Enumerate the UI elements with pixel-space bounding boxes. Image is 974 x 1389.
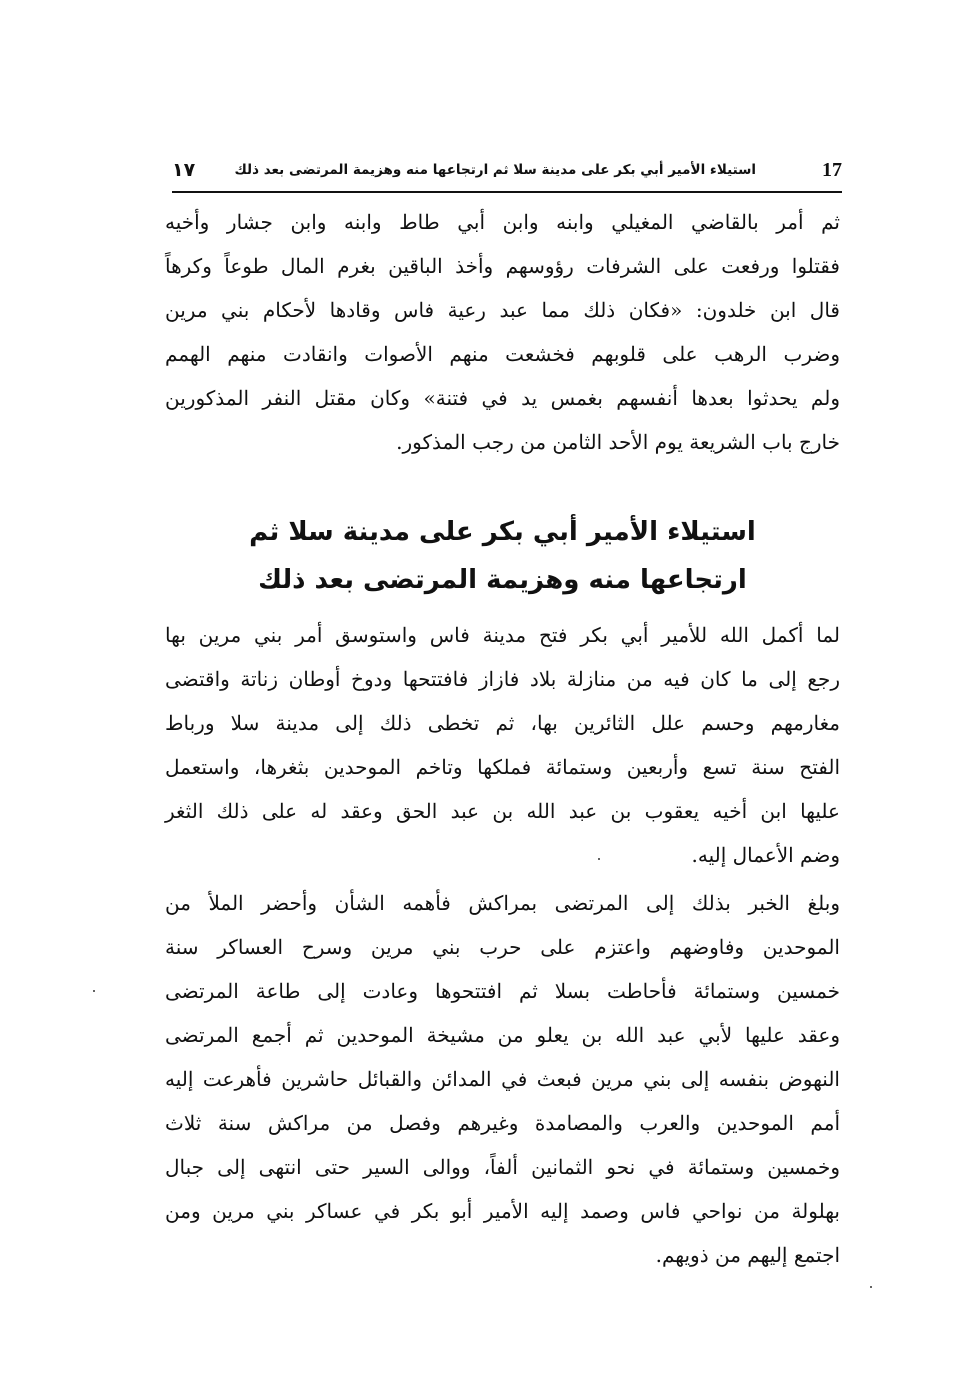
scan-speck: [93, 990, 95, 992]
section-heading: [165, 508, 840, 604]
text-line: وضرب الرهب على قلوبهم فخشعت منهم الأصوات وانقادت منهم الهمم: [165, 342, 840, 366]
text-line: خارج باب الشريعة يوم الأحد الثامن من رجب المذكور.: [396, 430, 840, 454]
text-line: أمم الموحدين والعرب والمصامدة وغيرهم وفصل من مراكش سنة ثلاث: [165, 1111, 841, 1135]
text-line: وضم الأعمال إليه.: [691, 843, 840, 867]
text-line: لما أكمل الله للأمير أبي بكر فتح مدينة فاس واستوسق أمر بني مرين بها: [165, 623, 840, 647]
text-line: اجتمع إليهم من ذويهم.: [655, 1243, 840, 1267]
text-line: الفتح سنة تسع وأربعين وستمائة فملكها وتاخم الموحدين بثغرها، واستعمل: [165, 755, 840, 779]
text-line: وخمسين وستمائة في نحو الثمانين ألفاً، ووالى السير حتى انتهى إلى جبال: [165, 1155, 840, 1179]
scan-speck: [598, 858, 600, 860]
text-line: ثم أمر بالقاضي المغيلي وابنه وابن أبي طاط وابنه وابن جشار وأخيه: [165, 210, 840, 234]
text-line: عليها ابن أخيه يعقوب بن عبد الله بن عبد الحق وعقد له على ذلك الثغر: [165, 799, 840, 823]
section-heading-line-2: ارتجاعها منه وهزيمة المرتضى بعد ذلك: [258, 565, 747, 595]
text-line: رجع إلى ما كان فيه من منازلة بلاد فازاز فافتتحها ودوخ أوطان زناتة واقتضى: [165, 667, 841, 691]
paragraph-1: [165, 200, 840, 464]
text-line: فقتلوا ورفعت على الشرفات رؤوسهم وأخذ الباقين بغرم المال طوعاً وكرهاً: [165, 254, 840, 278]
section-heading-line-1: استيلاء الأمير أبي بكر على مدينة سلا ثم: [249, 517, 756, 547]
text-line: وعقد عليها لأبي عبد الله بن يعلو من مشيخة الموحدين ثم أجمع المرتضى: [165, 1023, 840, 1047]
running-title: استيلاء الأمير أبي بكر على مدينة سلا ثم ارتجاعها منه وهزيمة المرتضى بعد ذلك: [234, 162, 756, 178]
text-line: بهلولة من نواحي فاس وصمد إليه الأمير أبو بكر في عساكر بني مرين ومن: [165, 1199, 840, 1223]
header-rule: [172, 191, 842, 193]
paragraph-3: [165, 881, 840, 1277]
page-number-arabic: ١٧: [172, 159, 196, 181]
text-line: خمسين وستمائة فأحاطت بسلا ثم افتتحوها وعادت إلى طاعة المرتضى: [165, 979, 840, 1003]
paragraph-2: [165, 613, 840, 877]
text-line: ولم يحدثوا بعدها أنفسهم بغمس يد في فتنة» وكان مقتل النفر المذكورين: [165, 386, 840, 410]
text-line: النهوض بنفسه إلى بني مرين فبعث في المدائن والقبائل حاشرين فأهرعت إليه: [165, 1067, 840, 1091]
text-line: مغارمهم وحسم علل الثائرين بها، ثم تخطى ذلك إلى مدينة سلا ورباط: [165, 711, 840, 735]
page-number-latin: 17: [822, 159, 842, 181]
running-header: [172, 150, 842, 190]
text-line: الموحدين وفاوضهم واعتزم على حرب بني مرين وسرح العساكر سنة: [165, 935, 840, 959]
scan-speck: [870, 1286, 872, 1288]
text-line: قال ابن خلدون: «فكان ذلك مما عبد رعية فاس وقادها لأحكام بني مرين: [165, 298, 840, 322]
text-line: وبلغ الخبر بذلك إلى المرتضى بمراكش فأهمه الشأن وأحضر الملأ من: [165, 891, 840, 915]
